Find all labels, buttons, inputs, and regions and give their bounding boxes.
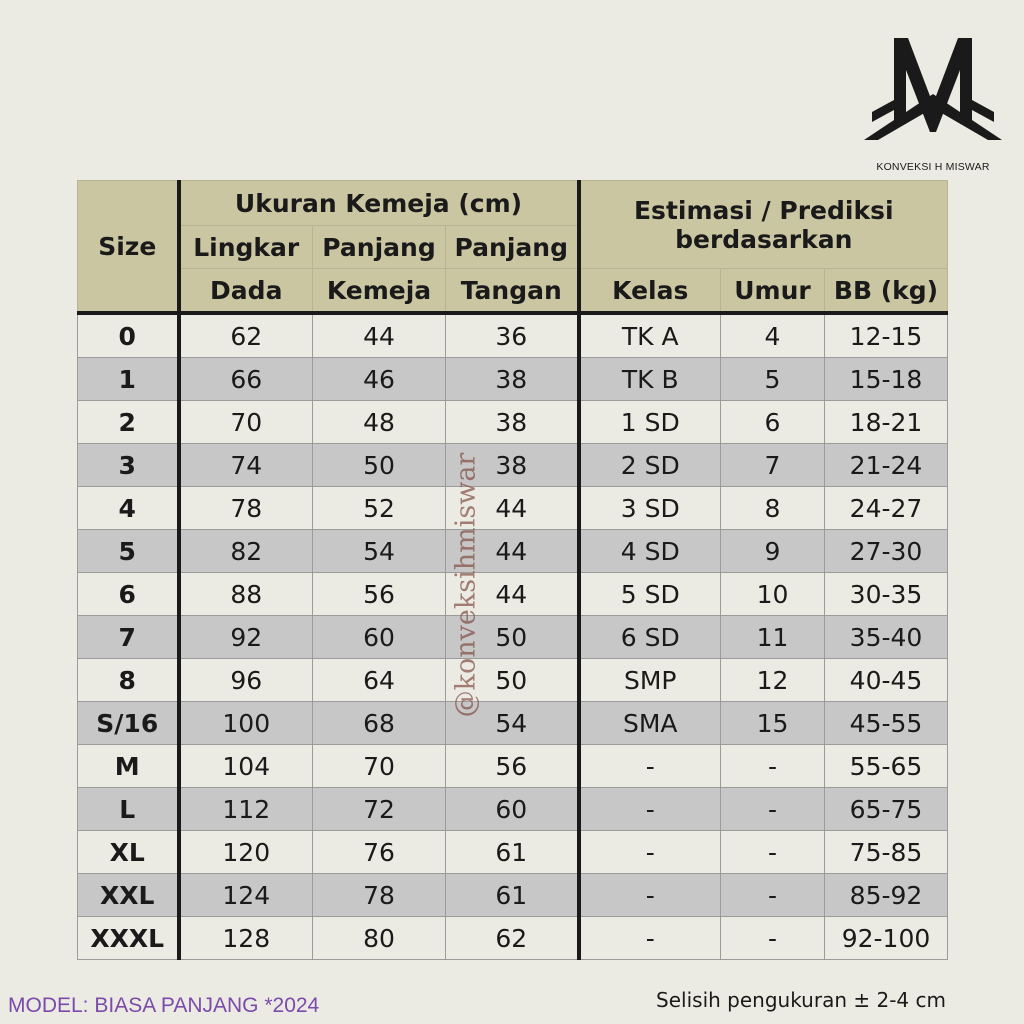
- cell-panjang-kemeja: 50: [313, 444, 446, 487]
- cell-bb: 30-35: [825, 573, 948, 616]
- cell-size: 8: [78, 659, 179, 702]
- table-row: [78, 616, 948, 659]
- cell-kelas: TK A: [579, 313, 721, 358]
- cell-kelas: SMP: [579, 659, 721, 702]
- group-header-ukuran: Ukuran Kemeja (cm): [179, 181, 579, 226]
- cell-lingkar-dada: 78: [179, 487, 313, 530]
- cell-umur: -: [721, 788, 825, 831]
- cell-lingkar-dada: 100: [179, 702, 313, 745]
- cell-size: 7: [78, 616, 179, 659]
- watermark-text: @konveksihmiswar: [450, 452, 482, 718]
- cell-panjang-kemeja: 76: [313, 831, 446, 874]
- cell-panjang-tangan: 62: [446, 917, 579, 960]
- cell-kelas: SMA: [579, 702, 721, 745]
- cell-bb: 65-75: [825, 788, 948, 831]
- table-row: [78, 573, 948, 616]
- measurement-note: Selisih pengukuran ± 2-4 cm: [656, 988, 946, 1012]
- cell-umur: 12: [721, 659, 825, 702]
- cell-kelas: -: [579, 831, 721, 874]
- cell-panjang-tangan: 60: [446, 788, 579, 831]
- cell-bb: 12-15: [825, 313, 948, 358]
- cell-kelas: 6 SD: [579, 616, 721, 659]
- cell-panjang-kemeja: 44: [313, 313, 446, 358]
- cell-umur: 8: [721, 487, 825, 530]
- cell-panjang-tangan: 56: [446, 745, 579, 788]
- cell-panjang-tangan: 44: [446, 530, 579, 573]
- cell-lingkar-dada: 74: [179, 444, 313, 487]
- table-row: [78, 745, 948, 788]
- col-header-panjang-kemeja-line2: Kemeja: [313, 269, 446, 314]
- cell-size: XXXL: [78, 917, 179, 960]
- cell-panjang-tangan: 36: [446, 313, 579, 358]
- col-header-umur: Umur: [721, 269, 825, 314]
- cell-lingkar-dada: 120: [179, 831, 313, 874]
- cell-size: 3: [78, 444, 179, 487]
- cell-umur: 6: [721, 401, 825, 444]
- col-header-bb: BB (kg): [825, 269, 948, 314]
- cell-panjang-tangan: 54: [446, 702, 579, 745]
- cell-panjang-kemeja: 56: [313, 573, 446, 616]
- cell-bb: 21-24: [825, 444, 948, 487]
- cell-kelas: 3 SD: [579, 487, 721, 530]
- cell-panjang-tangan: 61: [446, 831, 579, 874]
- cell-lingkar-dada: 112: [179, 788, 313, 831]
- cell-umur: 4: [721, 313, 825, 358]
- cell-lingkar-dada: 96: [179, 659, 313, 702]
- cell-panjang-kemeja: 72: [313, 788, 446, 831]
- cell-bb: 45-55: [825, 702, 948, 745]
- model-label: MODEL: BIASA PANJANG *2024: [8, 994, 320, 1017]
- cell-panjang-tangan: 38: [446, 444, 579, 487]
- cell-bb: 75-85: [825, 831, 948, 874]
- cell-lingkar-dada: 104: [179, 745, 313, 788]
- cell-size: M: [78, 745, 179, 788]
- cell-size: 1: [78, 358, 179, 401]
- cell-lingkar-dada: 124: [179, 874, 313, 917]
- cell-panjang-kemeja: 68: [313, 702, 446, 745]
- table-row: [78, 659, 948, 702]
- cell-kelas: 1 SD: [579, 401, 721, 444]
- cell-lingkar-dada: 128: [179, 917, 313, 960]
- cell-panjang-tangan: 61: [446, 874, 579, 917]
- group-header-estimasi-line2: berdasarkan: [675, 224, 853, 254]
- table-row: [78, 530, 948, 573]
- table-row: [78, 401, 948, 444]
- size-chart-table: [77, 180, 948, 960]
- cell-lingkar-dada: 70: [179, 401, 313, 444]
- cell-kelas: -: [579, 874, 721, 917]
- cell-bb: 35-40: [825, 616, 948, 659]
- cell-bb: 40-45: [825, 659, 948, 702]
- cell-size: 5: [78, 530, 179, 573]
- cell-size: XL: [78, 831, 179, 874]
- cell-panjang-kemeja: 78: [313, 874, 446, 917]
- cell-umur: 15: [721, 702, 825, 745]
- cell-umur: 7: [721, 444, 825, 487]
- col-header-kelas: Kelas: [579, 269, 721, 314]
- table-row: [78, 313, 948, 358]
- table-row: [78, 874, 948, 917]
- cell-umur: 9: [721, 530, 825, 573]
- group-header-estimasi: [579, 181, 948, 269]
- cell-umur: -: [721, 917, 825, 960]
- table-row: [78, 358, 948, 401]
- cell-kelas: 2 SD: [579, 444, 721, 487]
- cell-kelas: 5 SD: [579, 573, 721, 616]
- cell-panjang-tangan: 38: [446, 358, 579, 401]
- cell-lingkar-dada: 88: [179, 573, 313, 616]
- col-header-panjang-tangan-line2: Tangan: [446, 269, 579, 314]
- header-row-3: [78, 269, 948, 314]
- cell-bb: 85-92: [825, 874, 948, 917]
- brand-logo: [858, 28, 1008, 178]
- cell-size: S/16: [78, 702, 179, 745]
- cell-panjang-tangan: 38: [446, 401, 579, 444]
- cell-umur: 10: [721, 573, 825, 616]
- cell-panjang-kemeja: 70: [313, 745, 446, 788]
- col-header-panjang-tangan-line1: Panjang: [446, 226, 579, 269]
- cell-panjang-kemeja: 60: [313, 616, 446, 659]
- cell-panjang-kemeja: 52: [313, 487, 446, 530]
- cell-umur: 5: [721, 358, 825, 401]
- cell-size: XXL: [78, 874, 179, 917]
- cell-lingkar-dada: 62: [179, 313, 313, 358]
- cell-size: 4: [78, 487, 179, 530]
- cell-kelas: 4 SD: [579, 530, 721, 573]
- table-row: [78, 788, 948, 831]
- cell-panjang-tangan: 50: [446, 659, 579, 702]
- cell-kelas: -: [579, 745, 721, 788]
- cell-umur: 11: [721, 616, 825, 659]
- cell-bb: 15-18: [825, 358, 948, 401]
- col-header-lingkar-line1: Lingkar: [179, 226, 313, 269]
- size-header: Size: [78, 181, 179, 314]
- table-body: [78, 313, 948, 960]
- cell-panjang-tangan: 44: [446, 487, 579, 530]
- cell-size: 6: [78, 573, 179, 616]
- cell-lingkar-dada: 66: [179, 358, 313, 401]
- cell-umur: -: [721, 874, 825, 917]
- header-row-1: [78, 181, 948, 226]
- logo-text: KONVEKSI H MISWAR: [876, 161, 990, 173]
- cell-size: 2: [78, 401, 179, 444]
- cell-lingkar-dada: 82: [179, 530, 313, 573]
- table-row: [78, 702, 948, 745]
- cell-panjang-kemeja: 46: [313, 358, 446, 401]
- cell-panjang-tangan: 44: [446, 573, 579, 616]
- cell-bb: 55-65: [825, 745, 948, 788]
- cell-bb: 27-30: [825, 530, 948, 573]
- group-header-estimasi-line1: Estimasi / Prediksi: [633, 195, 894, 225]
- cell-umur: -: [721, 831, 825, 874]
- cell-lingkar-dada: 92: [179, 616, 313, 659]
- cell-panjang-kemeja: 54: [313, 530, 446, 573]
- table-row: [78, 444, 948, 487]
- table-row: [78, 831, 948, 874]
- cell-umur: -: [721, 745, 825, 788]
- cell-panjang-kemeja: 80: [313, 917, 446, 960]
- cell-bb: 92-100: [825, 917, 948, 960]
- cell-bb: 24-27: [825, 487, 948, 530]
- col-header-panjang-kemeja-line1: Panjang: [313, 226, 446, 269]
- table-row: [78, 917, 948, 960]
- cell-kelas: -: [579, 917, 721, 960]
- cell-kelas: -: [579, 788, 721, 831]
- cell-panjang-kemeja: 64: [313, 659, 446, 702]
- cell-size: L: [78, 788, 179, 831]
- logo-mark-icon: [864, 32, 1002, 150]
- col-header-lingkar-line2: Dada: [179, 269, 313, 314]
- cell-bb: 18-21: [825, 401, 948, 444]
- cell-size: 0: [78, 313, 179, 358]
- cell-panjang-tangan: 50: [446, 616, 579, 659]
- table-row: [78, 487, 948, 530]
- cell-panjang-kemeja: 48: [313, 401, 446, 444]
- cell-kelas: TK B: [579, 358, 721, 401]
